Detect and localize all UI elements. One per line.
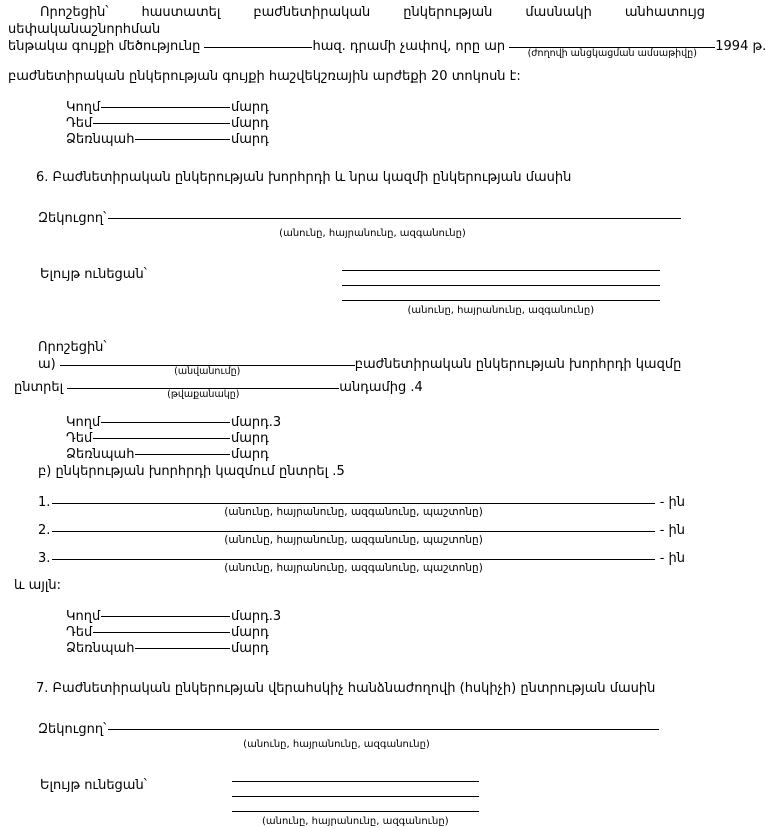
section7-heading: 7. Բաժնետիրական ընկերության վերահսկիչ հանձնաժողովի (հսկիչի) ընտրության մասին: [36, 681, 656, 696]
member-suffix: - ին: [659, 551, 685, 566]
member-row-2: [38, 522, 685, 547]
blank-line: [101, 422, 230, 423]
point-a-text: բաժնետիրական ընկերության խորհրդի կազմը: [354, 357, 682, 372]
vote-for-suffix: մարդ.3: [231, 608, 282, 624]
vote-left: [66, 430, 231, 447]
member-number: 2.: [38, 523, 51, 538]
vote-row-abstain: [66, 640, 705, 656]
section6-speaker-caption: (անունը, հայրանունը, ազգանունը): [279, 228, 466, 239]
section7-speeches-lines: [232, 777, 479, 828]
section6-members-list: [8, 494, 705, 575]
member-caption: (անունը, հայրանունը, ազգանունը, պաշտոնը): [224, 534, 483, 546]
vote-for-suffix: մարդ: [231, 99, 269, 115]
vote-row-against: [66, 624, 705, 640]
intro-line-2: [8, 38, 766, 59]
intro-line2-start: ենթակա գույքի մեծությունը: [8, 39, 201, 54]
vote-for-label: Կողմ: [66, 608, 101, 624]
vote-row-against: [66, 115, 705, 131]
point-a-caption: (անվանումը): [174, 366, 241, 377]
section6-speeches-lines: [342, 266, 660, 317]
section6-speaker-row: [38, 210, 681, 227]
section7-speaker-row: [38, 721, 659, 738]
section6-point-a2-row: [14, 379, 705, 400]
section7-speaker-label: Զեկուցող՝: [38, 722, 107, 737]
fill-line-member-name: [52, 522, 654, 547]
section7-speeches-label: Ելույթ ունեցան՝: [40, 778, 147, 793]
blank-line: [108, 729, 659, 730]
vote-left: [66, 640, 231, 657]
vote-against-label: Դեմ: [66, 115, 93, 131]
point-a-label: ա): [38, 357, 56, 372]
vote-abstain-label: Ձեռնպահ: [66, 640, 135, 656]
blank-line: [60, 356, 355, 366]
blank-line: [67, 379, 339, 389]
member-caption: (անունը, հայրանունը, ազգանունը, պաշտոնը): [224, 506, 483, 518]
meeting-date-caption: (ժողովի անցկացման ամսաթիվը): [527, 48, 697, 59]
section7-speeches-caption: (անունը, հայրանունը, ազգանունը): [261, 816, 449, 827]
vote-against-suffix: մարդ: [231, 430, 269, 446]
blank-line: [204, 38, 312, 48]
vote-left: [66, 99, 231, 116]
intro-line-1: Որոշեցին՝ հաստատել բաժնետիրական ընկերության մասնակի անհատույց սեփականաշնորհման: [8, 5, 705, 37]
blank-line: [135, 454, 230, 455]
vote-against-label: Դեմ: [66, 430, 93, 446]
section6-speaker-label: Զեկուցող՝: [38, 211, 107, 226]
vote-row-for: [66, 414, 705, 430]
fill-line-amount: [204, 38, 312, 48]
section6-decided-label: Որոշեցին՝: [38, 340, 107, 355]
blank-line: [232, 797, 479, 812]
fill-line-company-name: [60, 356, 355, 377]
vote-row-against: [66, 430, 705, 446]
member-suffix: - ին: [659, 495, 685, 510]
blank-line: [101, 616, 230, 617]
blank-line: [135, 648, 230, 649]
section6-speeches-caption: (անունը, հայրանունը, ազգանունը): [407, 305, 595, 316]
vote-abstain-suffix: մարդ: [231, 640, 269, 656]
point-a2-text: անդամից .4: [339, 380, 423, 395]
section6-heading: 6. Բաժնետիրական ընկերության խորհրդի և նրա կազմի ընկերության մասին: [36, 170, 572, 185]
blank-line: [232, 782, 479, 797]
fill-line-member-name: [52, 494, 654, 519]
vote-abstain-label: Ձեռնպահ: [66, 131, 135, 147]
intro-line2-mid: հազ. դրամի չափով, որը ար: [312, 39, 506, 54]
point-a2-caption: (թվաքանակը): [167, 389, 240, 400]
blank-line: [101, 107, 230, 108]
vote-against-suffix: մարդ: [231, 624, 269, 640]
vote-left: [66, 414, 231, 431]
fill-line-member-count: [67, 379, 339, 400]
vote-against-suffix: մարդ: [231, 115, 269, 131]
vote-row-abstain: [66, 131, 705, 147]
member-suffix: - ին: [659, 523, 685, 538]
member-number: 3.: [38, 551, 51, 566]
intro-year: 1994 թ.: [715, 39, 766, 54]
vote-for-suffix: մարդ.3: [231, 414, 282, 430]
vote-left: [66, 624, 231, 641]
fill-line-meeting-date: [509, 38, 715, 59]
blank-line: [52, 522, 654, 532]
section6-point-b: բ) ընկերության խորհրդի կազմում ընտրել .5: [38, 464, 345, 479]
blank-line: [52, 494, 654, 504]
vote-left: [66, 608, 231, 625]
blank-line: [93, 438, 230, 439]
vote-row-for: [66, 99, 705, 115]
member-caption: (անունը, հայրանունը, ազգանունը, պաշտոնը): [224, 562, 483, 574]
vote-left: [66, 131, 231, 148]
vote-for-label: Կողմ: [66, 414, 101, 430]
blank-line: [342, 286, 660, 301]
point-a2-label: ընտրել: [14, 380, 64, 395]
section7-speeches-row: [40, 777, 705, 828]
vote-abstain-label: Ձեռնպահ: [66, 446, 135, 462]
section6-speeches-row: [40, 266, 705, 317]
blank-line: [135, 139, 230, 140]
vote-left: [66, 446, 231, 463]
blank-line: [509, 38, 715, 48]
vote-against-label: Դեմ: [66, 624, 93, 640]
etc-text: և այլն:: [14, 578, 62, 593]
member-row-1: [38, 494, 685, 519]
intro-line-3: բաժնետիրական ընկերության գույքի հաշվեկշռային արժեքի 20 տոկոսն է:: [8, 69, 521, 84]
member-number: 1.: [38, 495, 51, 510]
blank-line: [342, 271, 660, 286]
fill-line-member-name: [52, 550, 654, 575]
vote-block-1: [66, 99, 705, 147]
blank-line: [93, 632, 230, 633]
vote-row-abstain: [66, 446, 705, 462]
vote-block-2: [66, 414, 705, 462]
member-row-3: [38, 550, 685, 575]
section6-point-a-row: [38, 356, 705, 377]
vote-for-label: Կողմ: [66, 99, 101, 115]
vote-abstain-suffix: մարդ: [231, 131, 269, 147]
blank-line: [108, 218, 681, 219]
vote-row-for: [66, 608, 705, 624]
vote-abstain-suffix: մարդ: [231, 446, 269, 462]
vote-left: [66, 115, 231, 132]
section6-speeches-label: Ելույթ ունեցան՝: [40, 267, 147, 282]
section7-speaker-caption: (անունը, հայրանունը, ազգանունը): [243, 739, 430, 750]
blank-line: [93, 123, 230, 124]
blank-line: [52, 550, 654, 560]
vote-block-3: [66, 608, 705, 656]
